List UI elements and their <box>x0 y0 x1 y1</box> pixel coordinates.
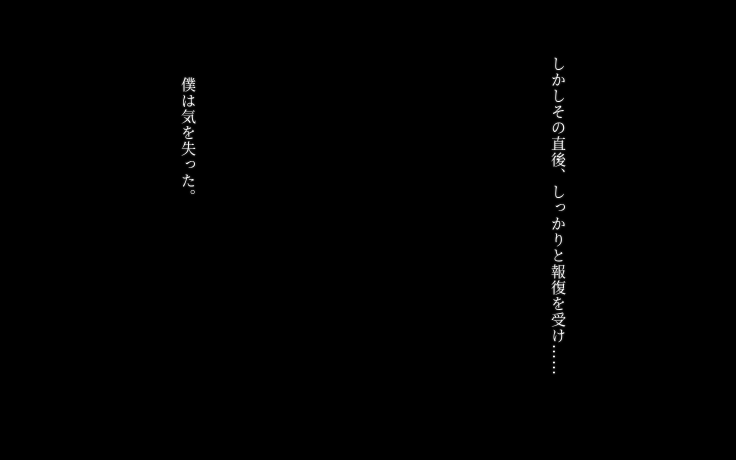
narration-line-2: 僕は気を失った。 <box>179 77 197 205</box>
narration-line-1: しかしその直後、しっかりと報復を受け…… <box>549 56 567 376</box>
